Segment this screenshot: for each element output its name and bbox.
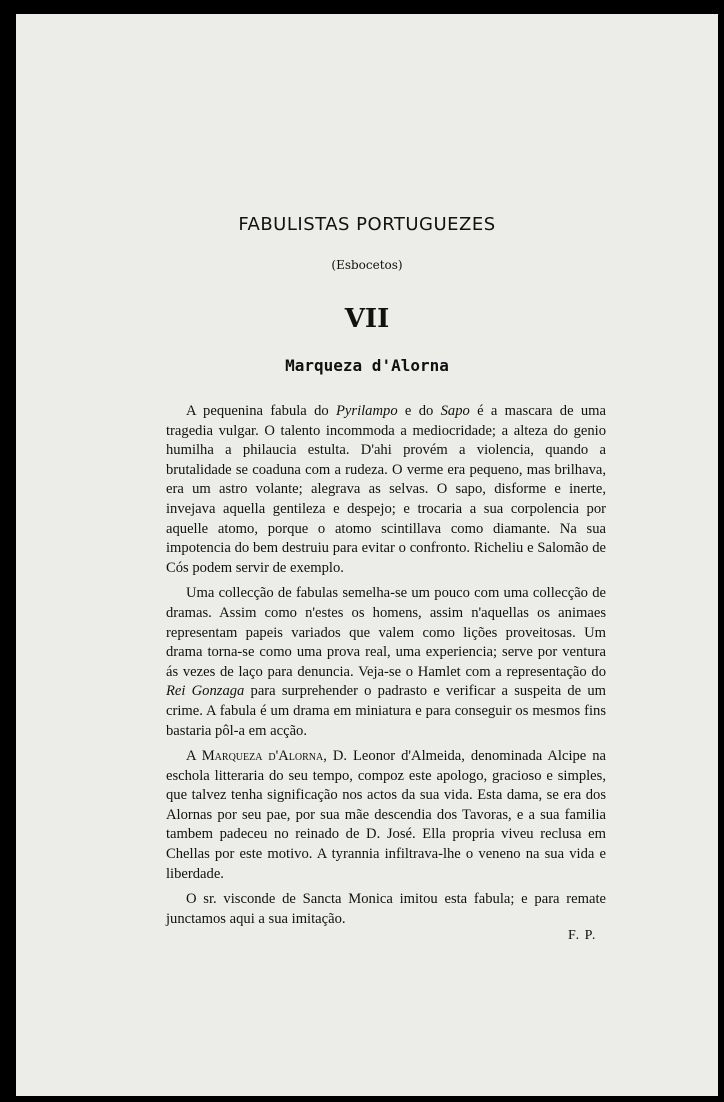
paragraph-3: A Marqueza d'Alorna, D. Leonor d'Almeida, denominada Alcipe na eschola litteraria do seu tempo, compoz este apologo, gracioso e simples, que talvez tenha significação nos actos da sua vida. Esta dama, se era dos Alornas por seu pae, por sua mãe descendia dos Tavoras, e a sua familia tambem padeceu no reinado de D. José. Ella propria viveu reclusa em Chellas por este motivo. A tyrannia infiltrava-lhe o veneno na sua vida e liberdade. [166, 748, 606, 882]
body-text [166, 402, 606, 929]
bleed-through-header [140, 88, 610, 101]
page-title: FABULISTAS PORTUGUEZES [238, 214, 496, 235]
signature: F. P. [568, 928, 597, 943]
section-heading: Marqueza d'Alorna [285, 356, 449, 375]
paragraph-1: A pequenina fabula do Pyrilampo e do Sapo é a mascara de uma tragedia vulgar. O talento incommoda a mediocridade; a alteza do genio humilha a philaucia estulta. D'ahi provém a violencia, quando a brutalidade se coaduna com a rudeza. O verme era pequeno, mas brilhava, era um astro volante; alegrava as selvas. O sapo, disforme e inerte, invejava aquella gentileza e despejo; e trocaria a sua corpolencia por aquelle atomo, porque o atomo scintillava como diamante. Na sua impotencia do bem destruiu para evitar o confronto. Richeliu e Salomão de Cós podem servir de exemplo. [166, 403, 606, 576]
paragraph-2: Uma collecção de fabulas semelha-se um pouco com uma collecção de dramas. Assim como n'estes os homens, assim n'aquellas os animaes representam papeis variados que valem como lições proveitosas. Um drama torna-se como uma prova real, uma experiencia; serve por ventura ás vezes de laço para denuncia. Veja-se o Hamlet com a representação do Rei Gonzaga para surprehender o padrasto e verificar a suspeita de um crime. A fabula é um drama em miniatura e para conseguir os mesmos fins bastaria pôl-a em acção. [166, 585, 606, 739]
document-page [16, 14, 718, 1096]
paragraph-4: O sr. visconde de Sancta Monica imitou esta fabula; e para remate junctamos aqui a sua imitação. [166, 891, 606, 927]
page-subtitle: (Esbocetos) [331, 258, 403, 272]
chapter-numeral: VII [344, 304, 390, 334]
